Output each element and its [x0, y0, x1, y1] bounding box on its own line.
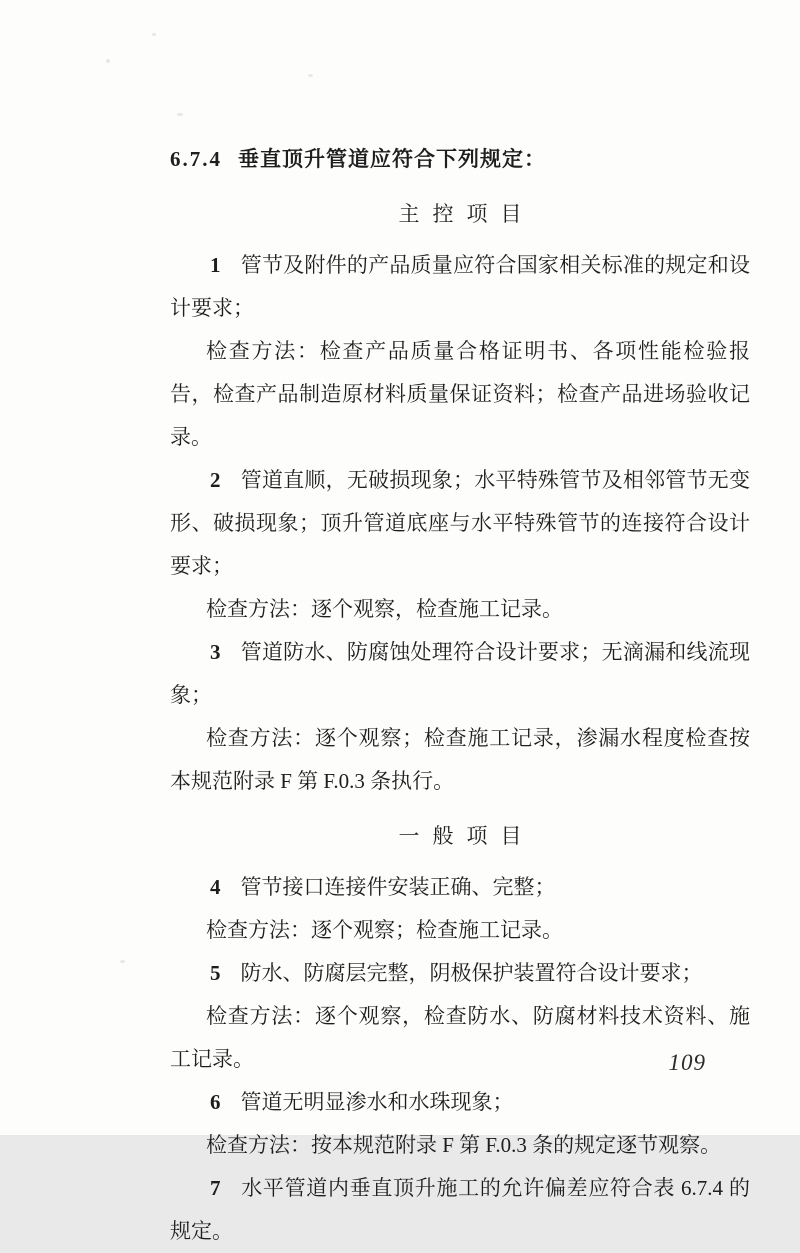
method-text: 检查方法：按本规范附录 F 第 F.0.3 条的规定逐节观察。 — [206, 1133, 722, 1157]
clause-text: 防水、防腐层完整，阴极保护装置符合设计要求； — [240, 961, 703, 985]
clause-text: 管道无明显渗水和水珠现象； — [240, 1090, 514, 1114]
clause-number: 4 — [210, 875, 221, 899]
section-title: 垂直顶升管道应符合下列规定： — [238, 147, 546, 171]
clause-text: 管道防水、防腐蚀处理符合设计要求；无滴漏和线流现象； — [170, 640, 750, 707]
page-number: 109 — [668, 1050, 706, 1075]
method-text: 检查方法：逐个观察，检查防水、防腐材料技术资料、施工记录。 — [170, 1004, 750, 1071]
inspection-method-2 — [170, 588, 750, 631]
clause-number: 1 — [210, 253, 221, 277]
clause-item-6 — [170, 1081, 750, 1124]
inspection-method-1 — [170, 330, 750, 459]
inspection-method-6 — [170, 1124, 750, 1167]
clause-item-3 — [170, 631, 750, 717]
clause-text: 水平管道内垂直顶升施工的允许偏差应符合表 6.7.4 的规定。 — [170, 1176, 750, 1243]
clause-number: 5 — [210, 961, 221, 985]
clause-item-5 — [170, 952, 750, 995]
scan-speck — [106, 59, 110, 63]
group-heading-main-control: 主控项目 — [398, 202, 535, 226]
method-text: 检查方法：逐个观察，检查施工记录。 — [206, 597, 563, 621]
clause-number: 2 — [210, 468, 221, 492]
clause-text: 管道直顺，无破损现象；水平特殊管节及相邻管节无变形、破损现象；顶升管道底座与水平特殊管节的连接符合设计要求； — [170, 468, 750, 578]
method-text: 检查方法：逐个观察；检查施工记录，渗漏水程度检查按本规范附录 F 第 F.0.3 条执行。 — [170, 726, 750, 793]
scan-speck — [152, 33, 156, 36]
clause-item-4 — [170, 866, 750, 909]
section-number: 6.7.4 — [170, 147, 222, 171]
clause-item-7 — [170, 1167, 750, 1253]
clause-text: 管节接口连接件安装正确、完整； — [240, 875, 556, 899]
inspection-method-5 — [170, 995, 750, 1081]
group-heading-general: 一般项目 — [398, 824, 535, 848]
inspection-method-3 — [170, 717, 750, 803]
page-body — [170, 138, 750, 1253]
method-text: 检查方法：检查产品质量合格证明书、各项性能检验报告，检查产品制造原材料质量保证资料；检查产品进场验收记录。 — [170, 339, 750, 449]
method-text: 检查方法：逐个观察；检查施工记录。 — [206, 918, 563, 942]
clause-number: 6 — [210, 1090, 221, 1114]
scan-speck — [177, 113, 183, 116]
clause-item-2 — [170, 459, 750, 588]
section-heading — [170, 138, 750, 181]
clause-text: 管节及附件的产品质量应符合国家相关标准的规定和设计要求； — [170, 253, 750, 320]
scan-speck — [308, 74, 313, 77]
clause-number: 7 — [210, 1176, 221, 1200]
inspection-method-4 — [170, 909, 750, 952]
clause-number: 3 — [210, 640, 221, 664]
clause-item-1 — [170, 244, 750, 330]
scan-speck — [120, 960, 125, 963]
